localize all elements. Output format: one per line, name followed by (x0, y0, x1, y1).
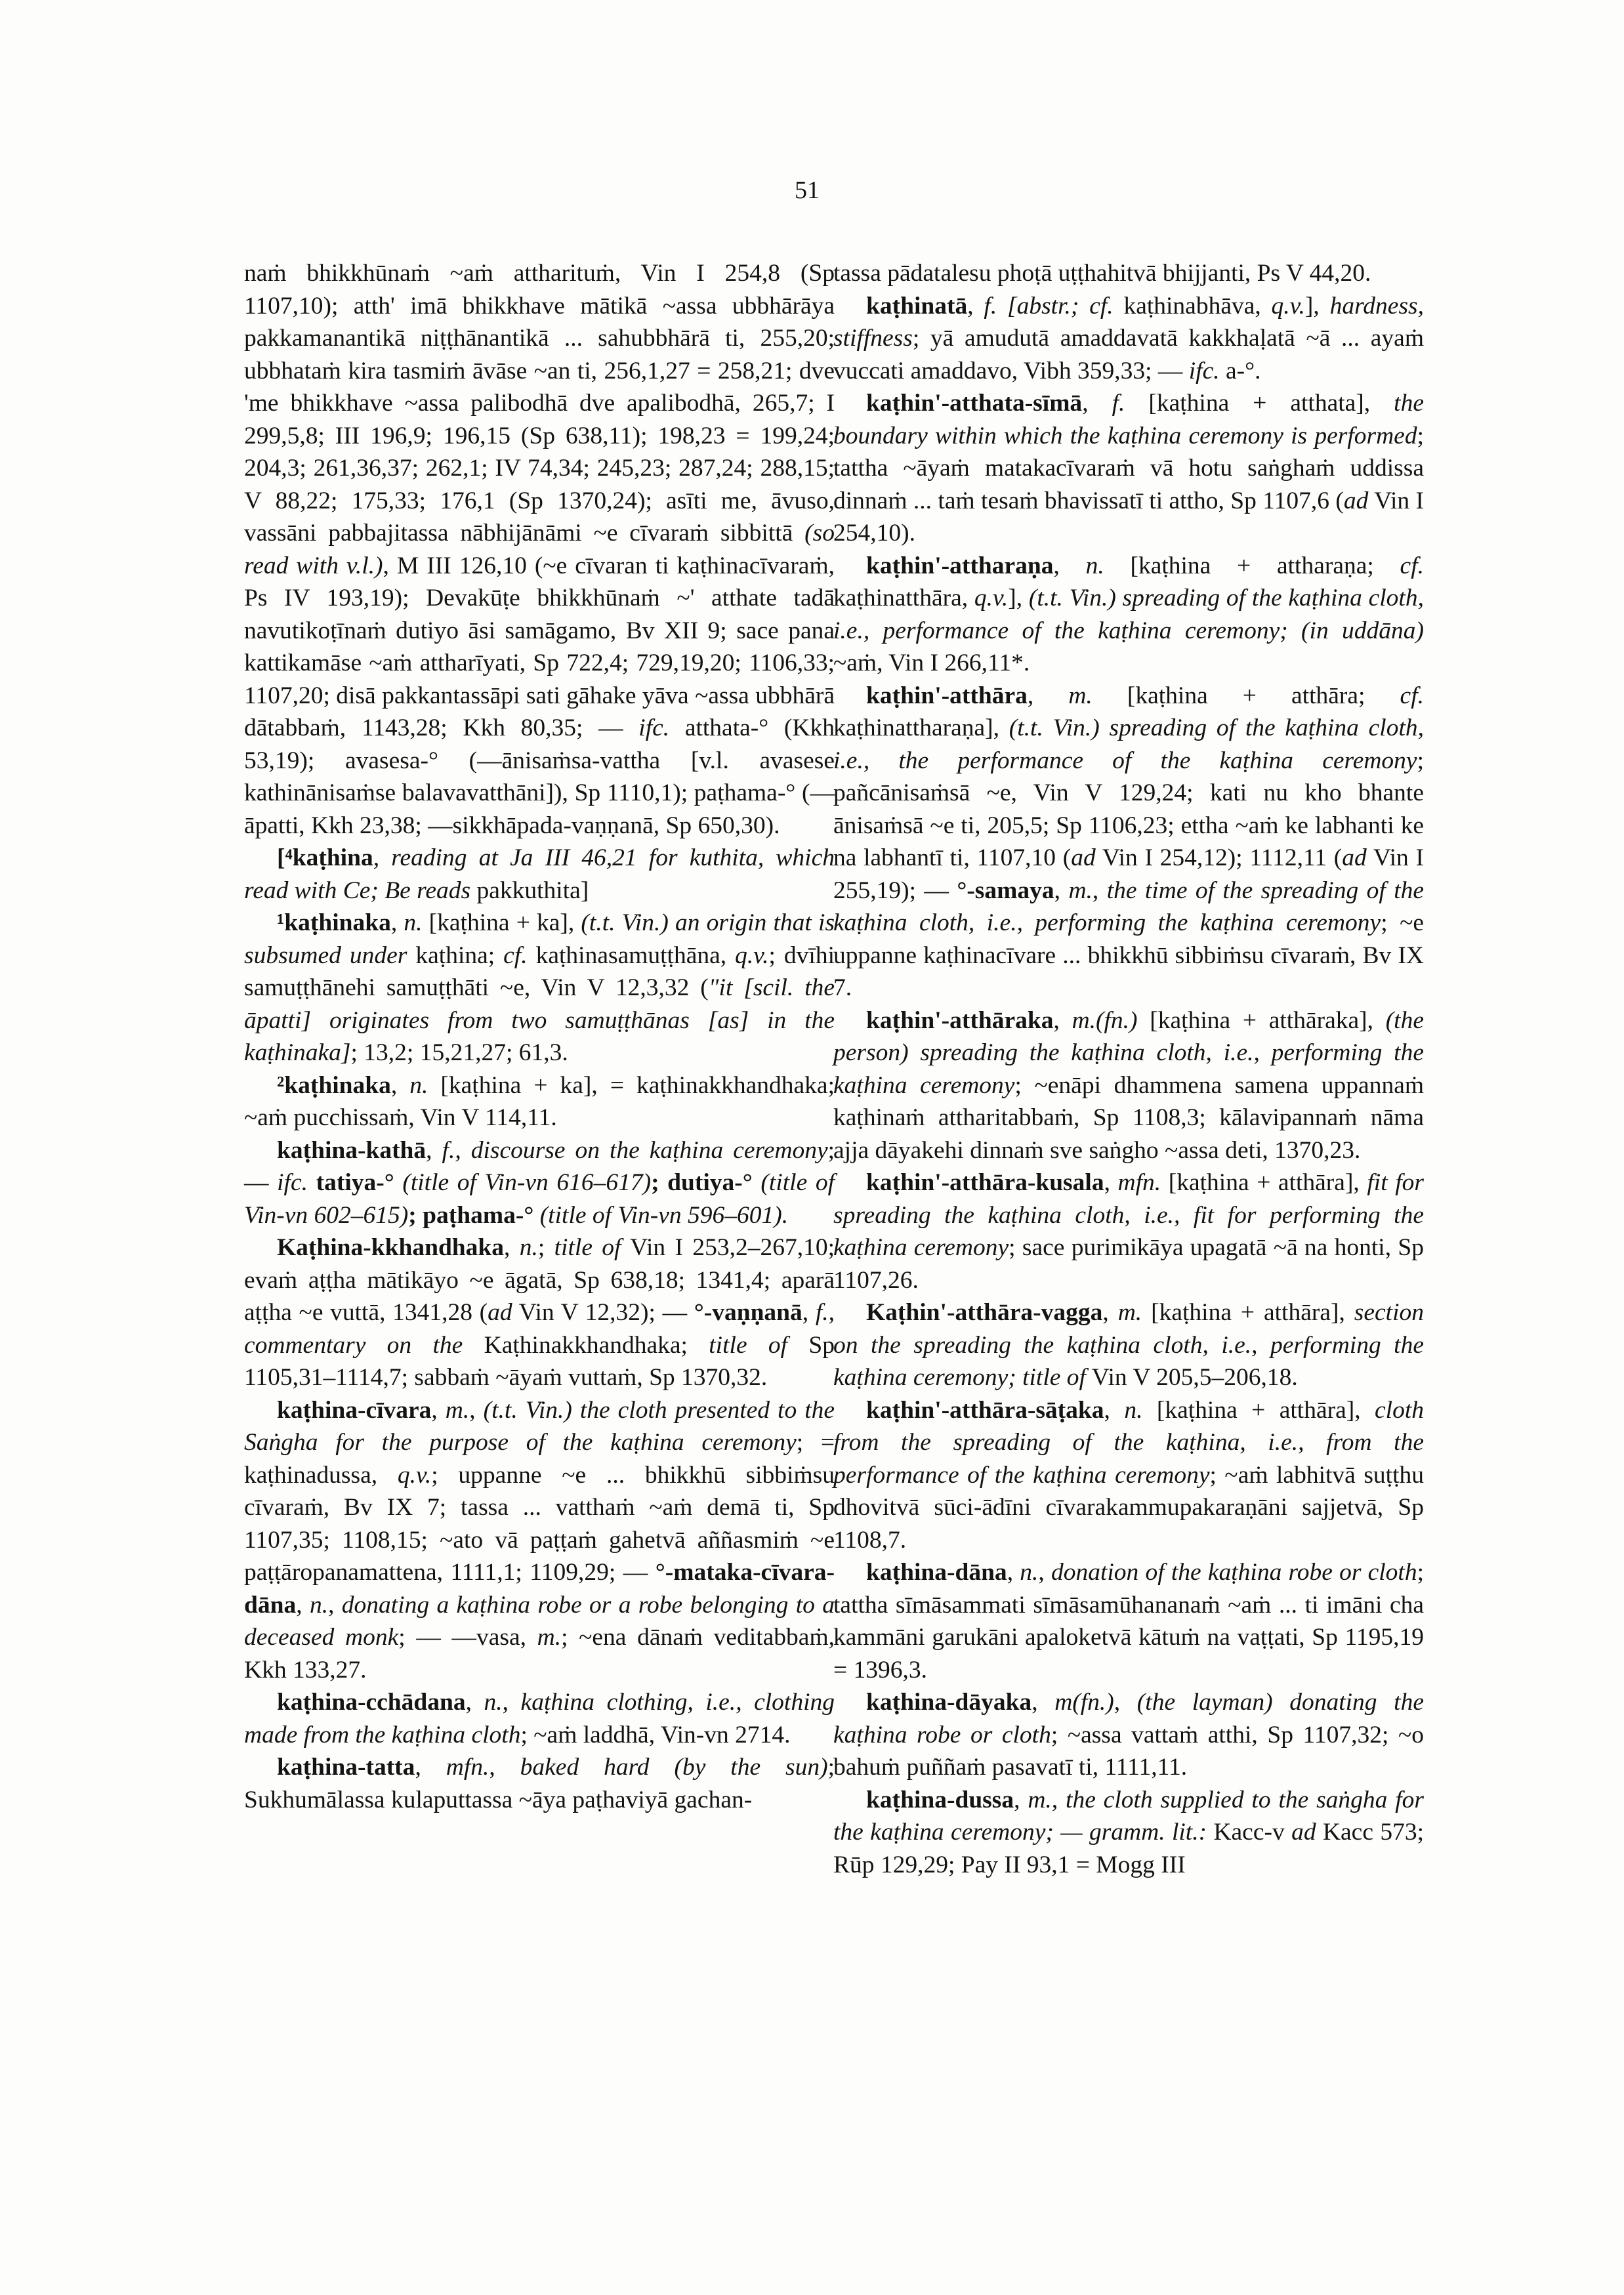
gloss-text: n. (1085, 552, 1104, 579)
gloss-text: f. [abstr.; cf. (984, 292, 1114, 320)
gloss-text: cf. (1400, 552, 1424, 579)
gloss-text: mfn. (446, 1754, 489, 1781)
gloss-text: f., commentary on the (244, 1299, 835, 1359)
gloss-text: q.v. (1271, 292, 1305, 320)
dictionary-entry (244, 1394, 835, 1687)
entry-text: ; ~ena dānaṁ veditabbaṁ, Kkh 133,27. (244, 1624, 835, 1684)
gloss-text: ad (488, 1299, 512, 1326)
gloss-text: ifc. (1188, 357, 1220, 384)
entry-text: , (469, 1396, 484, 1424)
entry-text: [kaṭhina + atthāra], (1161, 1169, 1367, 1196)
dictionary-entry (244, 842, 835, 907)
headword: ²kaṭhinaka (277, 1071, 391, 1099)
entry-text: [kaṭhina + ka], = kaṭhinakkhandhaka; ~aṁ pucchissaṁ, Vin V 114,11. (244, 1071, 835, 1131)
gloss-text: (title of Vin-vn 602–615) (244, 1169, 835, 1229)
headword: kaṭhina-cīvara (277, 1396, 432, 1424)
gloss-text: n. (1020, 1559, 1039, 1586)
gloss-text: ifc. (638, 714, 670, 741)
entry-text: Vin I 255,19); — (833, 844, 1425, 904)
entry-text: Vin I 254,12); 1112,11 ( (1095, 844, 1343, 871)
headword: kaṭhina-dussa (866, 1786, 1014, 1813)
entry-text: ], (1304, 292, 1330, 320)
headword: kaṭhin'-atthata-sīmā (866, 390, 1083, 417)
gloss-text: mfn. (1117, 1169, 1161, 1196)
headword: °-samaya (957, 877, 1054, 904)
entry-text: , (1054, 877, 1069, 904)
headword: [⁴kaṭhina (277, 844, 373, 871)
entry-continuation (833, 257, 1424, 290)
headword: kaṭhin'-attharaṇa (866, 552, 1054, 579)
entry-text: kaṭhinatthāra, (833, 585, 974, 611)
gloss-text: (t.t. Vin.) spreading of the kaṭhina cloth, i.e., the performance of the kaṭhina ceremony (833, 714, 1424, 774)
headword: °-mataka-cīvara-dāna (244, 1559, 835, 1619)
dictionary-entry (244, 1231, 835, 1394)
gloss-text: m. (1068, 682, 1093, 709)
entry-text: , (1051, 1786, 1066, 1813)
entry-text: ; — (244, 1136, 835, 1196)
headword: ¹kaṭhinaka (277, 909, 391, 936)
entry-text: ; dvīhi samuṭṭhānehi samuṭṭhāti ~e, Vin V 12,3,32 ( (244, 941, 835, 1001)
gloss-text: donating a kaṭhina robe or a robe belonging to a deceased monk (244, 1591, 835, 1651)
gloss-text: donation of the kaṭhina robe or cloth (1051, 1559, 1417, 1586)
gloss-text: (the layman) donating the kaṭhina robe or cloth (833, 1689, 1424, 1748)
entry-text: ; Sukhumālassa kulaputtassa ~āya paṭhaviyā gachan- (244, 1754, 835, 1813)
entry-text: naṁ bhikkhūnaṁ ~aṁ attharituṁ, Vin I 254,8 (Sp 1107,10); atth' imā bhikkhave mātikā ~assa ubbhārāya pakkamanantikā niṭṭhānantikā ... sahubbhārā ti, 255,20; ubbhataṁ kira tasmiṁ āvāse ~an ti, 256,1,27 = 258,21; dve 'me bhikkhave ~assa palibodhā dve apalibodhā, 265,7; I 299,5,8; III 196,9; 196,15 (Sp 638,11); 198,23 = 199,24; 204,3; 261,36,37; 262,1; IV 74,34; 245,23; 287,24; 288,15; V 88,22; 175,33; 176,1 (Sp 1370,24); asīti me, āvuso, vassāni pabbajitassa nābhijānāmi ~e cīvaraṁ sibbittā (244, 260, 835, 547)
entry-text: , (967, 292, 984, 320)
entry-text: Kaṭhinakkhandhaka; (463, 1331, 709, 1359)
entry-text: , (1102, 1299, 1118, 1326)
entry-text: , (328, 1591, 342, 1619)
gloss-text: section on the spreading the kaṭhina cloth, i.e., performing the kaṭhina ceremony; title of (833, 1299, 1424, 1391)
entry-text: Kacc 573; Rūp 129,29; Pay II 93,1 = Mogg III (833, 1819, 1424, 1878)
gloss-text: title of (554, 1234, 621, 1261)
dictionary-entry (833, 1556, 1424, 1686)
entry-text: ; — —vasa, (398, 1624, 537, 1651)
gloss-text: m(fn.) (1054, 1689, 1114, 1716)
dictionary-entry (833, 1004, 1424, 1167)
gloss-text: n. (1124, 1396, 1143, 1424)
entry-text: ; yā amudutā amaddavatā kakkhaḷatā ~ā ... ayaṁ vuccati amaddavo, Vibh 359,33; — (833, 325, 1424, 384)
gloss-text: "it [scil. the āpatti] originates from two samuṭṭhānas [as] in the kaṭhinaka] (244, 974, 835, 1066)
entry-text: [kaṭhina + atthāra; (1092, 682, 1400, 709)
entry-text: , M III 126,10 (~e cīvaran ti kaṭhinacīvaraṁ, Ps IV 193,19); Devakūṭe bhikkhūnaṁ ~' atthate tadā navutikoṭīnaṁ dutiyo āsi samāgamo, Bv XII 9; sace pana kattikamāse ~aṁ attharīyati, Sp 722,4; 729,19,20; 1106,33; 1107,20; disā pakkantassāpi sati gāhake yāva ~assa ubbhārā dātabbaṁ, 1143,28; Kkh 80,35; — (244, 552, 835, 741)
entry-text: Kacc-v (1207, 1819, 1292, 1846)
entry-text: , (1114, 1689, 1137, 1716)
entry-text: ], (1008, 585, 1029, 611)
entry-text: ; ~aṁ laddhā, Vin-vn 2714. (520, 1721, 791, 1748)
dictionary-entry (833, 1296, 1424, 1394)
gloss-text: (title of Vin-vn 596–601). (539, 1201, 789, 1229)
headword: tatiya-° (307, 1169, 403, 1196)
headword: kaṭhin'-atthāra (866, 682, 1028, 709)
entry-text: kaṭhinattharaṇa], (833, 714, 1009, 741)
entry-text: , (1027, 682, 1069, 709)
entry-text: , (1053, 1006, 1072, 1034)
gloss-text: cf. (1400, 682, 1424, 709)
gloss-text: (t.t. Vin.) spreading of the kaṭhina cloth, i.e., performance of the kaṭhina ceremony; (in uddāna) (833, 585, 1424, 644)
entry-text: , (1082, 390, 1112, 417)
gloss-text: baked hard (by the sun) (520, 1754, 828, 1781)
entry-text: Vin I 254,10). (833, 487, 1424, 547)
entry-text: , (1038, 1559, 1051, 1586)
gloss-text: the time of the spreading of the kaṭhina cloth, i.e., performing the kaṭhina ceremony (833, 877, 1425, 936)
headword: kaṭhina-dāyaka (866, 1689, 1032, 1716)
entry-text: , (415, 1754, 446, 1781)
entry-text: kaṭhinasamuṭṭhāna, (527, 941, 736, 969)
gloss-text: m. (445, 1396, 470, 1424)
dictionary-entry (244, 1686, 835, 1751)
gloss-text: fit for spreading the kaṭhina cloth, i.e., fit for performing the kaṭhina ceremony (833, 1169, 1424, 1261)
dictionary-entry (833, 550, 1424, 680)
gloss-text: (so read with v.l.) (244, 520, 835, 579)
page-number: 51 (795, 176, 820, 204)
headword: kaṭhin'-atthāraka (866, 1006, 1054, 1034)
entry-text: , (1031, 1689, 1055, 1716)
entry-text: [kaṭhina + atthata], (1125, 390, 1394, 417)
gloss-text: (t.t. Vin.) an origin that is subsumed under (244, 909, 835, 969)
gloss-text: n. (404, 909, 423, 936)
entry-text: kaṭhina; (407, 941, 504, 969)
headword: kaṭhina-dāna (866, 1559, 1007, 1586)
entry-text: atthata-° (Kkh 53,19); avasesa-° (—ānisaṁsa-vattha [v.l. avasese kathinānisaṁse balavavatthāni]), Sp 1110,1); paṭhama-° (—āpatti, Kkh 23,38; —sikkhāpada-vaṇṇanā, Sp 650,30). (244, 714, 835, 839)
entry-text: ; uppanne ~e ... bhikkhū sibbiṁsu cīvaraṁ, Bv IX 7; tassa ... vatthaṁ ~aṁ demā ti, Sp 1107,35; 1108,15; ~ato vā paṭṭaṁ gahetvā aññasmiṁ ~e paṭṭāropanamattena, 1111,1; 1109,29; — (244, 1461, 835, 1586)
dictionary-entry (833, 387, 1424, 550)
dictionary-entry (244, 1069, 835, 1134)
entry-text: , (465, 1689, 484, 1716)
entry-text: , (426, 1136, 442, 1164)
entry-text: , (502, 1689, 521, 1716)
dictionary-entry (244, 1134, 835, 1232)
dictionary-entry (833, 680, 1424, 1004)
right-column (833, 257, 1424, 1881)
gloss-text: n. (409, 1071, 428, 1099)
entry-text: , (1007, 1559, 1020, 1586)
gloss-text: ifc. (277, 1169, 308, 1196)
left-column (244, 257, 835, 1816)
gloss-text: q.v. (397, 1461, 432, 1489)
headword: ; dutiya-° (651, 1169, 761, 1196)
gloss-text: the boundary within which the kaṭhina ceremony is performed (833, 390, 1424, 449)
gloss-text: title of (709, 1331, 788, 1359)
headword: °-vaṇṇanā (694, 1299, 802, 1326)
entry-text: , (504, 1234, 520, 1261)
entry-text: pakkuthita] (476, 877, 589, 904)
gloss-text: m. (1068, 877, 1093, 904)
gloss-text: cloth from the spreading of the kaṭhina, i.e., from the performance of the kaṭhina ceremony (833, 1396, 1424, 1489)
entry-text: ; ~assa vattaṁ atthi, Sp 1107,32; ~o bahuṁ puññaṁ pasavatī ti, 1111,11. (833, 1721, 1424, 1781)
gloss-text: (title of Vin-vn 616–617) (402, 1169, 652, 1196)
entry-text: Vin V 12,32); — (512, 1299, 694, 1326)
headword: kaṭhin'-atthāra-kusala (866, 1169, 1104, 1196)
gloss-text: f., discourse on the kaṭhina ceremony (442, 1136, 828, 1164)
gloss-text: cf. (503, 941, 528, 969)
entry-text: [kaṭhina + attharaṇa; (1104, 552, 1400, 579)
entry-text: , (1053, 552, 1086, 579)
entry-text: ; ~enāpi dhammena samena uppannaṁ kaṭhinaṁ attharitabbaṁ, Sp 1108,3; kālavipannaṁ nāma ajja dāyakehi dinnaṁ sve saṅgho ~assa deti, 1370,23. (833, 1071, 1425, 1164)
gloss-text: m. (1028, 1786, 1052, 1813)
entry-text: [kaṭhina + atthāra], (1142, 1299, 1354, 1326)
headword: kaṭhinatā (866, 292, 968, 320)
dictionary-entry (244, 907, 835, 1069)
entry-text: ; = kaṭhinadussa, (244, 1429, 835, 1489)
gloss-text: hardness, stiffness (833, 292, 1425, 352)
dictionary-entry (833, 1784, 1424, 1882)
gloss-text: q.v. (735, 941, 769, 969)
entry-text: a-°. (1219, 357, 1261, 384)
gloss-text: n. (519, 1234, 538, 1261)
gloss-text: m. (537, 1624, 562, 1651)
gloss-text: ad (1343, 487, 1369, 514)
entry-text: ; sace purimikāya upagatā ~ā na honti, Sp 1107,26. (833, 1234, 1424, 1294)
headword: ; paṭhama-° (408, 1201, 540, 1229)
entry-continuation (244, 257, 835, 842)
gloss-text: ad (1071, 844, 1096, 871)
entry-text: ; pañcānisaṁsā ~e, Vin V 129,24; kati nu kho bhante ānisaṁsā ~e ti, 205,5; Sp 1106,23; ettha ~aṁ ke labhanti ke na labhantī ti, 1107,10 ( (833, 747, 1424, 871)
entry-text: , (1014, 1786, 1028, 1813)
gloss-text: m.(fn.) (1072, 1006, 1138, 1034)
headword: kaṭhina-cchādana (277, 1689, 466, 1716)
gloss-text: (the person) spreading the kaṭhina cloth, i.e., performing the kaṭhina ceremony (833, 1006, 1424, 1099)
gloss-text: , reading at Ja III 46,21 for kuthita, which read with Ce; Be reads (244, 844, 835, 904)
dictionary-entry (833, 1394, 1424, 1557)
entry-text: ; (537, 1234, 554, 1261)
headword: Kaṭhin'-atthāra-vagga (866, 1299, 1103, 1326)
entry-text: , (802, 1299, 816, 1326)
dictionary-entry (244, 1751, 835, 1816)
gloss-text: n. (309, 1591, 329, 1619)
entry-text: , (390, 1071, 410, 1099)
gloss-text: kaṭhina clothing, i.e., clothing made from the kaṭhina cloth (244, 1689, 835, 1748)
entry-text: , (431, 1396, 446, 1424)
entry-text: ; tattha sīmāsammati sīmāsamūhananaṁ ~aṁ ... ti imāni cha kammāni garukāni apaloketvā kātuṁ na vaṭṭati, Sp 1195,19 = 1396,3. (833, 1559, 1425, 1684)
entry-text: [kaṭhina + atthāraka], (1137, 1006, 1386, 1034)
dictionary-entry (833, 1167, 1424, 1296)
entry-text: [kaṭhina + atthāra], (1142, 1396, 1375, 1424)
dictionary-entry (833, 290, 1424, 388)
gloss-text: q.v. (974, 585, 1009, 611)
entry-text: Vin I 253,2–267,10; evaṁ aṭṭha mātikāyo ~e āgatā, Sp 638,18; 1341,4; aparā aṭṭha ~e vuttā, 1341,28 ( (244, 1234, 835, 1326)
entry-text: [kaṭhina + ka], (422, 909, 581, 936)
gloss-text: n. (484, 1689, 503, 1716)
entry-text: , (1092, 877, 1107, 904)
headword: kaṭhina-kathā (277, 1136, 427, 1164)
entry-text: ; ~e uppanne kaṭhinacīvare ... bhikkhū sibbiṁsu cīvaraṁ, Bv IX 7. (833, 909, 1424, 1001)
entry-text: , (390, 909, 404, 936)
entry-text: ~aṁ, Vin I 266,11*. (833, 650, 1030, 676)
headword: kaṭhin'-atthāra-sāṭaka (866, 1396, 1104, 1424)
headword: Kaṭhina-kkhandhaka (277, 1234, 505, 1261)
entry-text: ; tattha ~āyaṁ matakacīvaraṁ vā hotu saṅghaṁ uddissa dinnaṁ ... taṁ tesaṁ bhavissatī ti attho, Sp 1107,6 ( (833, 422, 1424, 514)
entry-text: , (1104, 1396, 1125, 1424)
entry-text: ; ~aṁ labhitvā suṭṭhu dhovitvā sūci-ādīni cīvarakammupakaraṇāni sajjetvā, Sp 1108,7. (833, 1461, 1424, 1554)
gloss-text: m. (1117, 1299, 1142, 1326)
entry-text: ; 13,2; 15,21,27; 61,3. (350, 1039, 568, 1066)
entry-text: tassa pādatalesu phoṭā uṭṭhahitvā bhijjanti, Ps V 44,20. (833, 260, 1371, 287)
entry-text: , (296, 1591, 310, 1619)
entry-text: , (1104, 1169, 1118, 1196)
entry-text: Vin V 205,5–206,18. (1085, 1364, 1298, 1391)
gloss-text: ad (1342, 844, 1367, 871)
dictionary-entry (833, 1686, 1424, 1784)
entry-text: , (489, 1754, 520, 1781)
headword: kaṭhina-tatta (277, 1754, 415, 1781)
gloss-text: f. (1112, 390, 1125, 417)
gloss-text: ad (1291, 1819, 1316, 1846)
gloss-text: the cloth supplied to the saṅgha for the kaṭhina ceremony; — gramm. lit.: (833, 1786, 1425, 1846)
entry-text: kaṭhinabhāva, (1113, 292, 1272, 320)
gloss-text: (t.t. Vin.) the cloth presented to the Saṅgha for the purpose of the kaṭhina ceremony (244, 1396, 835, 1456)
entry-text: Sp 1105,31–1114,7; sabbaṁ ~āyaṁ vuttaṁ, Sp 1370,32. (244, 1331, 835, 1391)
